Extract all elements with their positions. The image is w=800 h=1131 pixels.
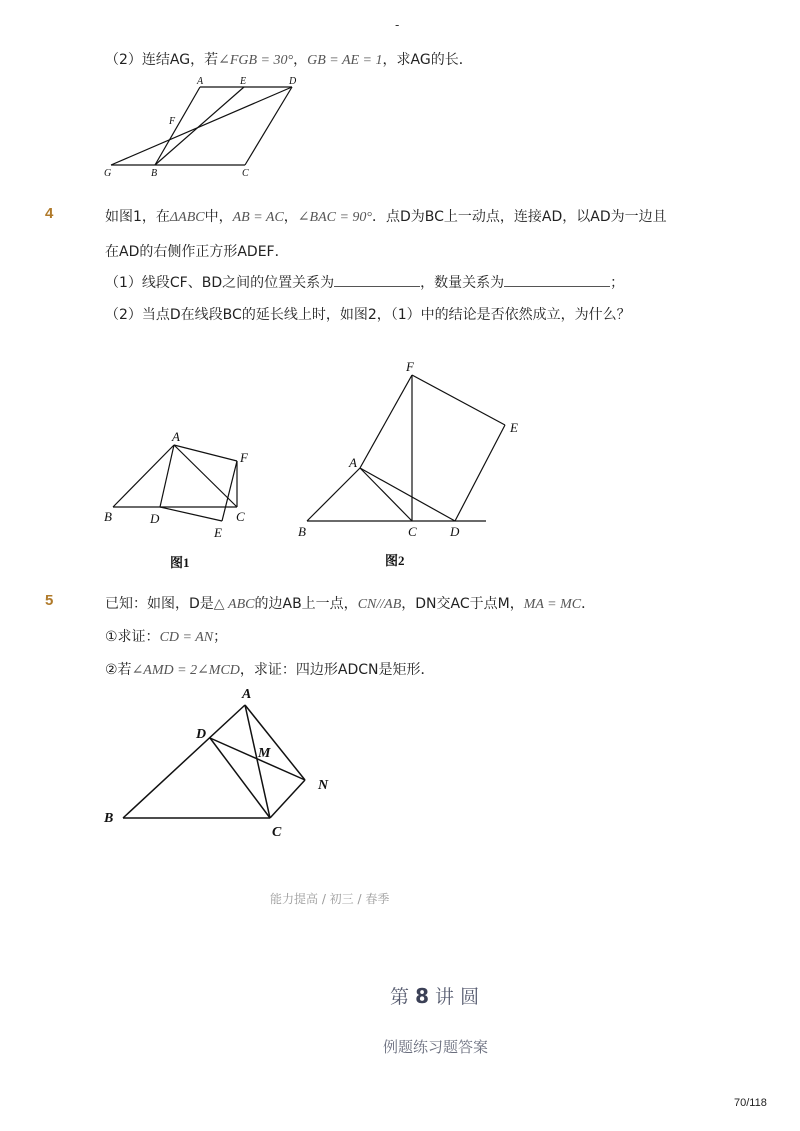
q5-line1-tail: ． [581,596,596,612]
q4-fig1-label-d: D [150,511,160,526]
q5-line2-tail: ； [213,629,228,645]
q4-fig1-label-e: E [214,525,222,540]
q5-line1-t1: 的边AB上一点， [254,596,358,612]
q5-label-m: M [258,746,271,761]
q4-fig2-caption: 图2 [385,553,405,568]
q4-line1-t2: ， [283,209,298,225]
q5-line3-lead: ②若 [105,662,132,678]
chapter-suffix: 讲 圆 [435,986,480,1008]
q4-fig1-caption: 图1 [170,555,190,570]
q5-line3-angle: ∠AMD = 2∠MCD [131,663,240,678]
q4-line1-tail: ．点D为BC上一动点，连接AD，以AD为一边且 [372,209,667,225]
q4-part2: （2）当点D在线段BC的延长线上时，如图2，（1）中的结论是否依然成立，为什么？ [105,307,631,323]
q3-label-b: B [151,168,158,179]
q4-line1-lead: 如图1，在 [105,209,170,225]
q3-part2-eq: GB = AE = 1 [307,53,383,68]
q5-label-n: N [318,778,329,793]
q3-label-d: D [289,76,297,87]
header-mark: - [395,18,400,32]
q5-line3-tail: ，求证：四边形ADCN是矩形． [239,662,435,678]
q3-label-e: E [240,76,247,87]
q5-line1-lead: 已知：如图，D是 [105,596,214,612]
q5-line2-eq: CD = AN [159,630,214,645]
chapter-title [390,982,479,1009]
q3-part2-sep: ， [293,52,308,68]
q5-label-c: C [272,825,282,840]
q4-fig1-label-f: F [240,450,248,465]
q4-fig2-label-b: B [298,524,306,539]
q3-part2-lead: （2）连结AG，若 [105,52,219,68]
q3-label-a: A [197,76,204,87]
q4-fig2-label-d: D [450,524,460,539]
q4-fig1-label-a: A [172,429,180,444]
answers-title: 例题练习题答案 [383,1038,489,1056]
q4-fig2-label-e: E [510,420,518,435]
q5-label-d: D [196,727,207,742]
q5-line2-lead: ①求证： [105,629,160,645]
page-number: 70/118 [734,1097,767,1109]
q3-label-g: G [104,168,112,179]
q3-label-f: F [169,116,176,127]
q4-fig1-label-c: C [236,509,245,524]
q5-label-b: B [104,811,114,826]
q5-line1-eq: MA = MC [523,597,582,612]
q5-line1-parallel: CN//AB [357,597,402,612]
q5-line1-triangle: △ ABC [213,597,255,612]
q3-part2-angle: ∠FGB = 30° [218,53,294,68]
q4-fig2-label-f: F [406,359,414,374]
q5-label-a: A [242,687,252,702]
q4-line1-t1: 中， [204,209,233,225]
q4-number: 4 [45,205,54,222]
q4-fig2-label-a: A [349,455,357,470]
q4-line1-eq: AB = AC [232,210,284,225]
q3-part2-tail: ，求AG的长． [382,52,473,68]
q5-number: 5 [45,592,54,609]
chapter-number: 8 [415,984,429,1008]
q4-fig1-label-b: B [104,509,112,524]
q4-line1-triangle: ΔABC [169,210,205,225]
q4-fig2-label-c: C [408,524,417,539]
page-footer: 能力提高 / 初三 / 春季 [270,892,390,906]
q4-line2: 在AD的右侧作正方形ADEF． [105,244,289,260]
chapter-prefix: 第 [390,986,410,1008]
q4-part1-lead: （1）线段CF、BD之间的位置关系为 [105,275,335,291]
q3-label-c: C [242,168,249,179]
q4-part1-tail: ； [610,275,625,291]
q5-line1-t2: ，DN交AC于点M， [401,596,524,612]
q4-part1-mid: ，数量关系为 [420,275,505,291]
q4-line1-angle: ∠BAC = 90° [297,210,372,225]
